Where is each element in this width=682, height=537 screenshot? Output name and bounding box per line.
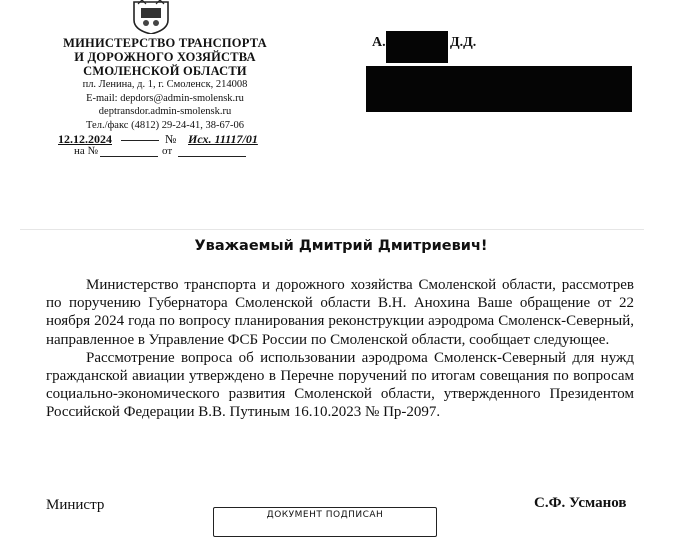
scan-seam bbox=[20, 229, 644, 230]
reference-number-blank bbox=[100, 156, 158, 157]
addressee-initials: Д.Д. bbox=[450, 35, 477, 50]
org-name-line: МИНИСТЕРСТВО ТРАНСПОРТА bbox=[63, 36, 267, 50]
outgoing-date: 12.12.2024 bbox=[58, 132, 112, 146]
coat-of-arms-emblem bbox=[128, 0, 174, 34]
redacted-address bbox=[366, 66, 632, 112]
number-label: № bbox=[165, 132, 177, 146]
org-phone: Тел./факс (4812) 29-24-41, 38-67-06 bbox=[86, 119, 244, 131]
signer-title: Министр bbox=[46, 497, 105, 513]
org-website: deptransdor.admin-smolensk.ru bbox=[98, 106, 232, 117]
org-email: E-mail: depdors@admin-smolensk.ru bbox=[86, 92, 244, 104]
org-name-line: И ДОРОЖНОГО ХОЗЯЙСТВА bbox=[74, 50, 256, 64]
reference-date-label: от bbox=[162, 145, 173, 157]
redacted-surname bbox=[386, 31, 448, 63]
reference-number-label: на № bbox=[74, 145, 99, 157]
letter-body bbox=[46, 276, 634, 422]
outgoing-number: Исх. 11117/01 bbox=[188, 132, 258, 146]
body-paragraph: Министерство транспорта и дорожного хозяйства Смоленской области, рассмотрев по поручению Губернатора Смоленской области В.Н. Анохина Ваше обращение от 22 ноября 2024 года по вопросу планирования реконструкции аэродрома Смоленск-Северный, направленное в Управление ФСБ России по Смоленской области, сообщает следующее. bbox=[46, 277, 634, 348]
stamp-text: ДОКУМЕНТ ПОДПИСАН bbox=[266, 510, 384, 520]
addressee-initial: А. bbox=[372, 35, 386, 50]
organization-header bbox=[40, 36, 290, 132]
date-underline bbox=[121, 140, 159, 141]
org-address: пл. Ленина, д. 1, г. Смоленск, 214008 bbox=[82, 79, 248, 90]
reference-date-blank bbox=[178, 156, 246, 157]
org-name-line: СМОЛЕНСКОЙ ОБЛАСТИ bbox=[83, 64, 247, 78]
signature-stamp bbox=[213, 507, 437, 537]
body-paragraph: Рассмотрение вопроса об использовании аэродрома Смоленск-Северный для нужд гражданской авиации утверждено в Перечне поручений по итогам совещания по вопросам социально-экономического развития Смоленской области, утвержденного Президентом Российской Федерации В.В. Путиным 16.10.2023 № Пр-2097. bbox=[46, 349, 634, 421]
salutation: Уважаемый Дмитрий Дмитриевич! bbox=[194, 238, 488, 254]
signer-name: С.Ф. Усманов bbox=[534, 495, 627, 511]
